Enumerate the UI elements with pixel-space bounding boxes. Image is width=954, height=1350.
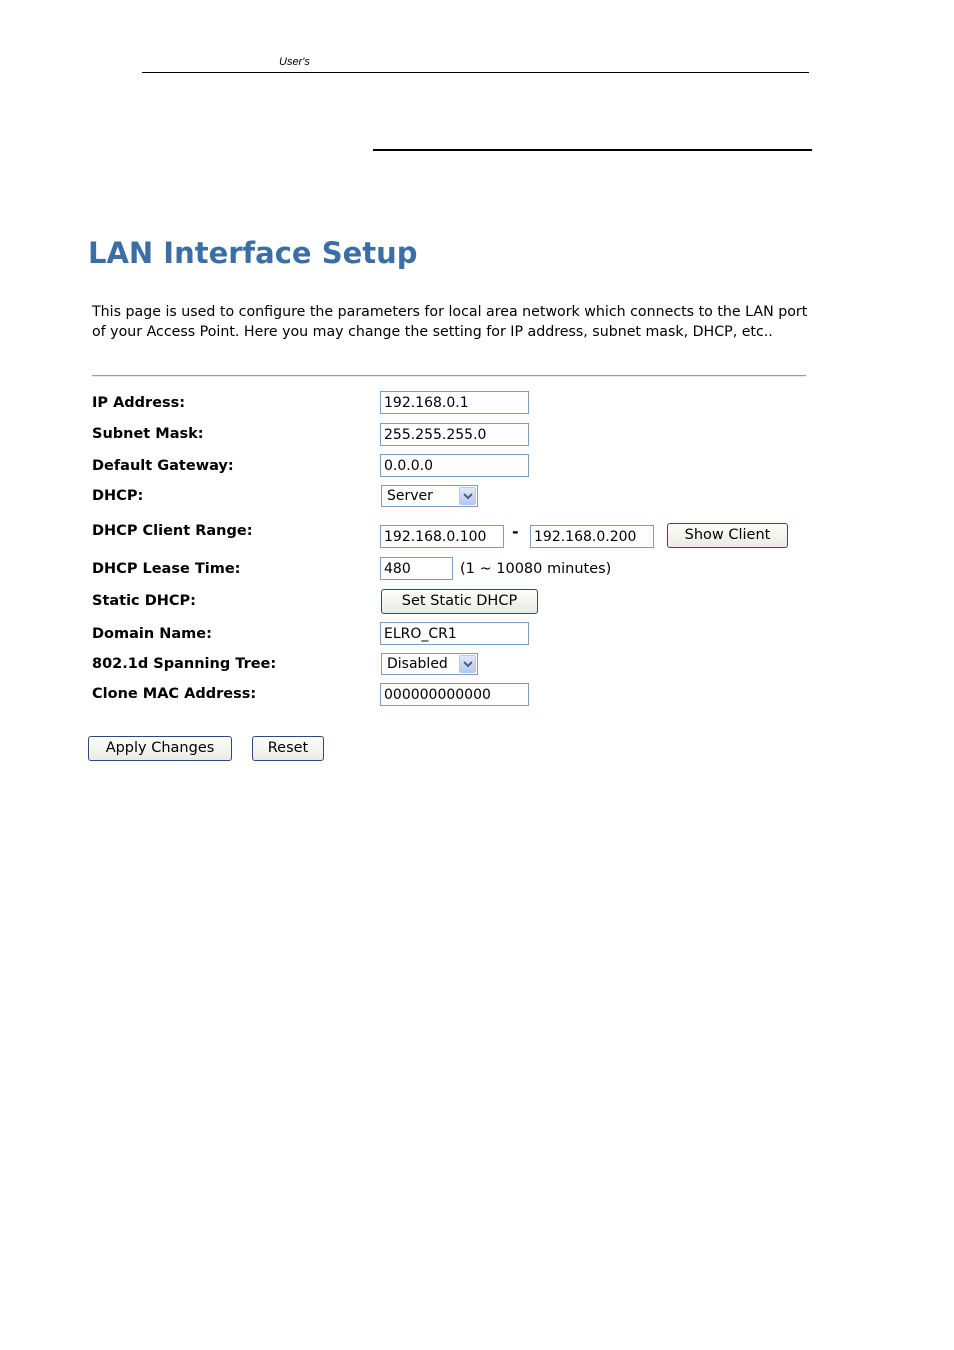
dhcp-client-range-label: DHCP Client Range: [92,523,253,539]
dhcp-lease-time-label: DHCP Lease Time: [92,561,241,577]
divider [92,375,806,377]
clone-mac-input[interactable]: 000000000000 [380,683,529,706]
dhcp-label: DHCP: [92,488,144,504]
spanning-tree-select[interactable] [381,653,478,675]
section-rule [373,149,812,151]
show-client-button[interactable]: Show Client [667,523,788,548]
ip-address-label: IP Address: [92,395,186,411]
dhcp-range-end-input[interactable]: 192.168.0.200 [530,525,654,548]
dhcp-range-start-input[interactable]: 192.168.0.100 [380,525,504,548]
set-static-dhcp-button[interactable]: Set Static DHCP [381,589,538,614]
subnet-mask-input[interactable]: 255.255.255.0 [380,423,529,446]
domain-name-input[interactable]: ELRO_CR1 [380,622,529,645]
dhcp-select-value: Server [387,488,433,504]
chevron-down-icon[interactable] [459,487,476,505]
page-description: This page is used to configure the parameters for local area network which connects to the LAN port of your Access Point. Here you may change the setting for IP address, subnet mask, DHCP, etc.. [92,304,808,340]
subnet-mask-label: Subnet Mask: [92,426,204,442]
lease-time-note: (1 ~ 10080 minutes) [460,561,612,577]
dhcp-select[interactable] [381,485,478,507]
domain-name-label: Domain Name: [92,626,212,642]
static-dhcp-label: Static DHCP: [92,593,196,609]
range-separator: - [512,522,519,541]
document-header: User's [279,56,310,68]
default-gateway-label: Default Gateway: [92,458,234,474]
spanning-tree-label: 802.1d Spanning Tree: [92,656,277,672]
dhcp-lease-time-input[interactable]: 480 [380,557,453,580]
default-gateway-input[interactable]: 0.0.0.0 [380,454,529,477]
clone-mac-label: Clone MAC Address: [92,686,257,702]
ip-address-input[interactable]: 192.168.0.1 [380,391,529,414]
page-title: LAN Interface Setup [88,236,418,270]
reset-button[interactable]: Reset [252,736,324,761]
chevron-down-icon[interactable] [459,655,476,673]
spanning-tree-select-value: Disabled [387,656,448,672]
apply-changes-button[interactable]: Apply Changes [88,736,232,761]
header-rule [142,72,809,73]
